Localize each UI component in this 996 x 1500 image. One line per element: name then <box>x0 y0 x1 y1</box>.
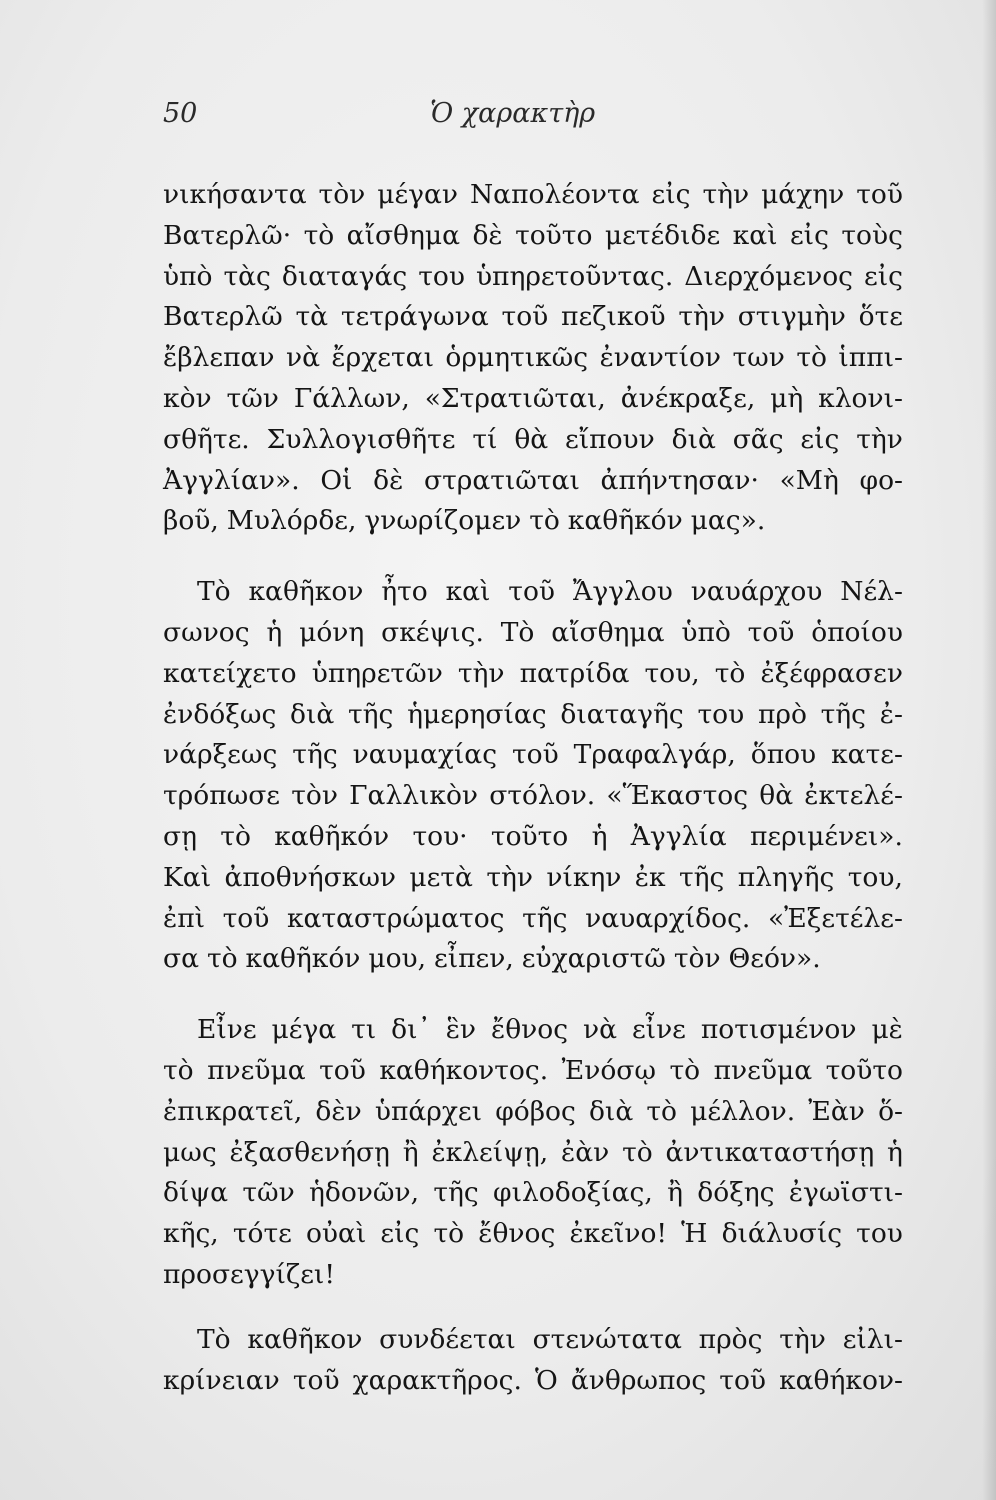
text-line: Ἀγγλίαν». Οἱ δὲ στρατιῶται ἀπήντησαν· «Μὴ φο- <box>163 464 903 496</box>
text-line: τὸ πνεῦμα τοῦ καθήκοντος. Ἐνόσῳ τὸ πνεῦμα τοῦτο <box>163 1054 903 1086</box>
text-line: κρίνειαν τοῦ χαρακτῆρος. Ὁ ἄνθρωπος τοῦ καθήκον- <box>163 1364 903 1396</box>
text-line: σωνος ἡ μόνη σκέψις. Τὸ αἴσθημα ὑπὸ τοῦ ὁποίου <box>163 616 903 648</box>
text-line: σα τὸ καθῆκόν μου, εἶπεν, εὐχαριστῶ τὸν Θεόν». <box>163 943 821 975</box>
paragraph <box>163 1320 903 1402</box>
text-line: ὑπὸ τὰς διαταγάς του ὑπηρετοῦντας. Διερχόμενος εἰς <box>163 260 903 292</box>
paragraph <box>163 572 903 980</box>
text-line: Βατερλῶ· τὸ αἴσθημα δὲ τοῦτο μετέδιδε καὶ εἰς τοὺς <box>163 219 903 251</box>
text-line: Τὸ καθῆκον ἦτο καὶ τοῦ Ἄγγλου ναυάρχου Νέλ- <box>197 576 903 608</box>
text-line: κὸν τῶν Γάλλων, «Στρατιῶται, ἀνέκραξε, μὴ κλονι- <box>163 382 903 414</box>
text-line: Βατερλῶ τὰ τετράγωνα τοῦ πεζικοῦ τὴν στιγμὴν ὅτε <box>163 301 903 333</box>
paragraph <box>163 1010 903 1296</box>
text-line: βοῦ, Μυλόρδε, γνωρίζομεν τὸ καθῆκόν μας». <box>163 505 766 537</box>
text-line: νάρξεως τῆς ναυμαχίας τοῦ Τραφαλγάρ, ὅπου κατε- <box>163 739 903 771</box>
text-line: προσεγγίζει! <box>163 1258 335 1290</box>
text-line: ἔβλεπαν νὰ ἔρχεται ὁρμητικῶς ἐναντίον των τὸ ἱππι- <box>163 342 903 374</box>
text-line: ἐνδόξως διὰ τῆς ἡμερησίας διαταγῆς του πρὸ τῆς ἐ- <box>163 698 903 730</box>
text-line: δίψα τῶν ἡδονῶν, τῆς φιλοδοξίας, ἢ δόξης ἐγωϊστι- <box>163 1177 903 1209</box>
text-line: Εἶνε μέγα τι δι᾽ ἓν ἔθνος νὰ εἶνε ποτισμένον μὲ <box>197 1014 903 1046</box>
body-text <box>163 175 903 1401</box>
text-line: κῆς, τότε οὐαὶ εἰς τὸ ἔθνος ἐκεῖνο! Ἡ διάλυσίς του <box>163 1218 903 1250</box>
page-number: 50 <box>163 98 198 129</box>
text-line: ἐπὶ τοῦ καταστρώματος τῆς ναυαρχίδος. «Ἐξετέλε- <box>163 902 903 934</box>
paragraph-gap <box>163 980 903 1010</box>
text-line: κατείχετο ὑπηρετῶν τὴν πατρίδα του, τὸ ἐξέφρασεν <box>163 657 903 689</box>
paragraph-gap <box>163 1296 903 1320</box>
text-line: μως ἐξασθενήσῃ ἢ ἐκλείψῃ, ἐὰν τὸ ἀντικαταστήσῃ ἡ <box>163 1136 903 1168</box>
paragraph <box>163 175 903 542</box>
text-line: Καὶ ἀποθνήσκων μετὰ τὴν νίκην ἐκ τῆς πληγῆς του, <box>163 861 903 893</box>
running-title: Ὁ χαρακτὴρ <box>430 98 596 129</box>
page-edge-shadow <box>982 0 996 1500</box>
text-line: τρόπωσε τὸν Γαλλικὸν στόλον. «Ἕκαστος θὰ ἐκτελέ- <box>163 780 903 812</box>
page-header <box>163 98 903 138</box>
text-line: νικήσαντα τὸν μέγαν Ναπολέοντα εἰς τὴν μάχην τοῦ <box>163 179 903 210</box>
text-line: ἐπικρατεῖ, δὲν ὑπάρχει φόβος διὰ τὸ μέλλον. Ἐὰν ὅ- <box>163 1095 903 1127</box>
text-line: σθῆτε. Συλλογισθῆτε τί θὰ εἴπουν διὰ σᾶς εἰς τὴν <box>163 423 903 455</box>
paragraph-gap <box>163 542 903 572</box>
text-line: σῃ τὸ καθῆκόν του· τοῦτο ἡ Ἀγγλία περιμένει». <box>163 820 903 852</box>
text-line: Τὸ καθῆκον συνδέεται στενώτατα πρὸς τὴν εἰλι- <box>197 1323 903 1355</box>
